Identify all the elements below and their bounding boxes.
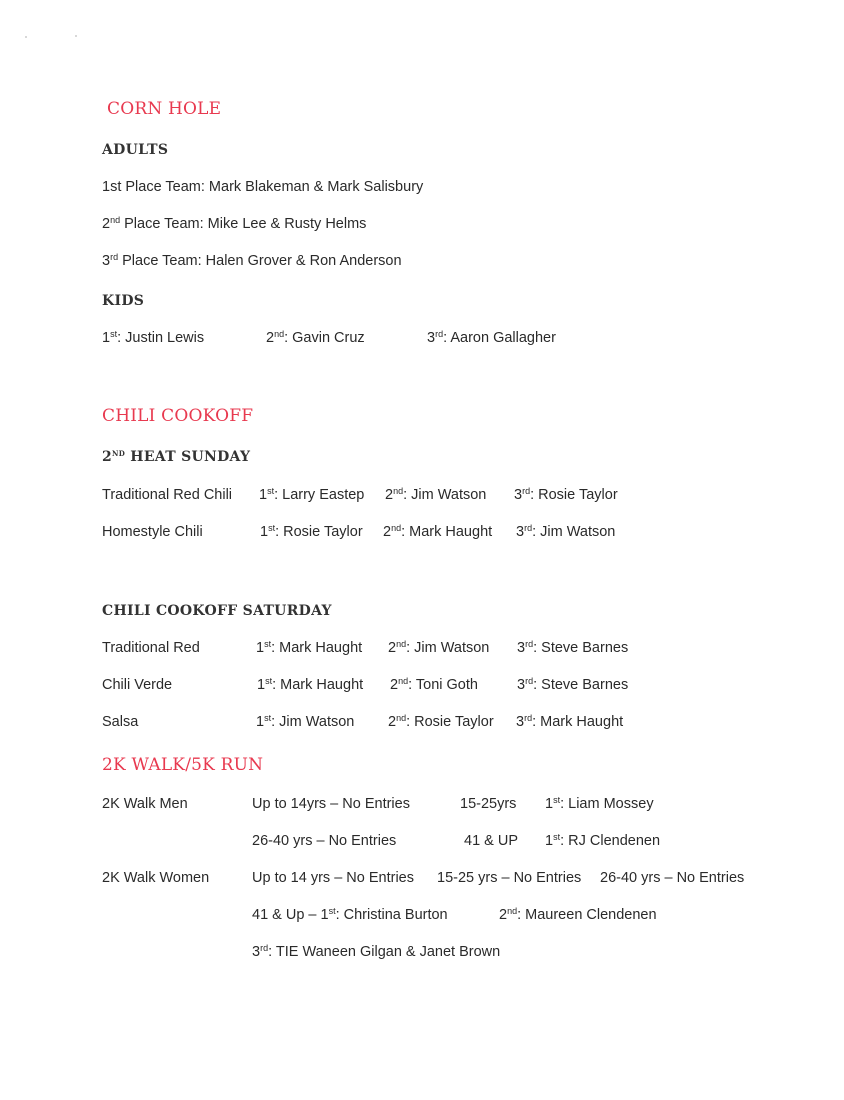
first-place xyxy=(260,524,363,540)
winner-name: : Liam Mossey xyxy=(560,796,654,812)
result-text: Place Team: Mark Blakeman & Mark Salisbury xyxy=(121,179,424,195)
ordinal-suffix: st xyxy=(110,329,118,339)
label-num: 2 xyxy=(102,449,113,465)
ordinal-suffix: nd xyxy=(398,676,409,686)
first-place xyxy=(259,487,364,503)
winner-name: : Jim Watson xyxy=(406,640,490,656)
place: 3 xyxy=(427,330,436,346)
ordinal-suffix: st xyxy=(268,523,276,533)
third-place xyxy=(517,640,628,656)
winner-name: : Jim Watson xyxy=(403,487,487,503)
place: 1 xyxy=(545,796,554,812)
winner-name: : Rosie Taylor xyxy=(530,487,618,503)
kids-result-3 xyxy=(427,330,556,346)
place: 2 xyxy=(102,216,111,232)
second-place xyxy=(390,677,478,693)
winner-name: : Jim Watson xyxy=(271,714,355,730)
place: 1 xyxy=(256,640,265,656)
ordinal-suffix: nd xyxy=(110,215,121,225)
place: 3 xyxy=(252,944,261,960)
section-title-chili-cookoff: CHILI COOKOFF xyxy=(102,406,254,426)
subheading-kids: KIDS xyxy=(102,293,145,309)
saturday-category: Salsa xyxy=(102,714,139,730)
age-group-place: 41 & Up – 1 xyxy=(252,907,329,923)
men-age-group: 41 & UP xyxy=(464,833,518,849)
women-age-group: 26-40 yrs – No Entries xyxy=(600,870,745,886)
adult-result-2 xyxy=(102,216,366,232)
place: 1 xyxy=(102,330,111,346)
place: 2 xyxy=(388,640,397,656)
winner-name: : Toni Goth xyxy=(408,677,478,693)
first-place xyxy=(545,796,654,812)
men-age-group: 26-40 yrs – No Entries xyxy=(252,833,397,849)
winner-name: : RJ Clendenen xyxy=(560,833,661,849)
ordinal-suffix: rd xyxy=(524,713,533,723)
subheading-adults: ADULTS xyxy=(102,142,169,158)
winner-name: : Steve Barnes xyxy=(533,640,629,656)
second-place xyxy=(499,907,657,923)
walk-women-label: 2K Walk Women xyxy=(102,870,210,886)
result-text: Place Team: Mike Lee & Rusty Helms xyxy=(120,216,367,232)
place: 1 xyxy=(259,487,268,503)
ordinal-suffix: st xyxy=(264,639,272,649)
ordinal-suffix: rd xyxy=(525,639,534,649)
winner-name: : Gavin Cruz xyxy=(284,330,365,346)
label-rest: HEAT SUNDAY xyxy=(125,449,251,465)
place: 2 xyxy=(390,677,399,693)
winner-name: : Jim Watson xyxy=(532,524,616,540)
winner-name: : TIE Waneen Gilgan & Janet Brown xyxy=(268,944,501,960)
winner-name: : Christina Burton xyxy=(335,907,448,923)
winner-name: : Aaron Gallagher xyxy=(443,330,556,346)
section-title-corn-hole: CORN HOLE xyxy=(107,99,222,119)
place: 1 xyxy=(256,714,265,730)
place: 3 xyxy=(517,640,526,656)
ordinal-suffix: rd xyxy=(260,943,269,953)
scan-speck xyxy=(25,36,27,38)
place: 2 xyxy=(266,330,275,346)
result-text: Place Team: Halen Grover & Ron Anderson xyxy=(118,253,402,269)
place: 2 xyxy=(499,907,508,923)
place: 1 xyxy=(257,677,266,693)
ordinal-suffix: nd xyxy=(396,713,407,723)
first-place xyxy=(257,677,363,693)
ordinal-suffix: st xyxy=(264,713,272,723)
place: 3 xyxy=(514,487,523,503)
section-title-walk-run: 2K WALK/5K RUN xyxy=(102,755,264,775)
ordinal-suffix: nd xyxy=(391,523,402,533)
second-place xyxy=(388,714,494,730)
ordinal-suffix: st xyxy=(267,486,275,496)
winner-name: : Mark Haught xyxy=(401,524,493,540)
saturday-category: Traditional Red xyxy=(102,640,200,656)
winner-name: : Larry Eastep xyxy=(274,487,365,503)
place: 3 xyxy=(516,714,525,730)
kids-result-1 xyxy=(102,330,204,346)
place: 1 xyxy=(260,524,269,540)
adult-result-3 xyxy=(102,253,402,269)
place: 3 xyxy=(517,677,526,693)
first-place xyxy=(256,714,354,730)
winner-name: : Maureen Clendenen xyxy=(517,907,657,923)
ordinal-suffix: rd xyxy=(435,329,444,339)
winner-name: : Steve Barnes xyxy=(533,677,629,693)
sunday-category: Homestyle Chili xyxy=(102,524,203,540)
winner-name: : Mark Haught xyxy=(532,714,624,730)
ordinal-suffix: st xyxy=(265,676,273,686)
adult-result-1 xyxy=(102,179,423,195)
women-age-group: 15-25 yrs – No Entries xyxy=(437,870,582,886)
winner-name: : Rosie Taylor xyxy=(406,714,494,730)
subheading-cookoff-saturday: CHILI COOKOFF SATURDAY xyxy=(102,603,332,619)
kids-result-2 xyxy=(266,330,365,346)
place: 2 xyxy=(385,487,394,503)
second-place xyxy=(388,640,489,656)
ordinal-suffix: st xyxy=(553,832,561,842)
third-place xyxy=(514,487,618,503)
walk-men-label: 2K Walk Men xyxy=(102,796,188,812)
place: 2 xyxy=(388,714,397,730)
third-place xyxy=(517,677,628,693)
ordinal-suffix: rd xyxy=(525,676,534,686)
men-age-group: Up to 14yrs – No Entries xyxy=(252,796,410,812)
ordinal-suffix: st xyxy=(328,906,336,916)
place: 3 xyxy=(102,253,111,269)
third-place xyxy=(516,714,623,730)
ordinal-suffix: nd xyxy=(274,329,285,339)
ordinal-suffix: rd xyxy=(524,523,533,533)
second-place xyxy=(385,487,486,503)
ordinal-suffix: ND xyxy=(112,449,126,458)
ordinal-suffix: nd xyxy=(396,639,407,649)
scan-speck xyxy=(75,35,77,37)
place: 3 xyxy=(516,524,525,540)
winner-name: : Mark Haught xyxy=(272,677,364,693)
place: 1st xyxy=(102,179,122,195)
third-place xyxy=(252,944,500,960)
winner-name: : Mark Haught xyxy=(271,640,363,656)
third-place xyxy=(516,524,615,540)
winner-name: : Rosie Taylor xyxy=(275,524,363,540)
subheading-heat-sunday xyxy=(102,449,250,465)
women-41-up-first xyxy=(252,907,448,923)
place: 1 xyxy=(545,833,554,849)
ordinal-suffix: st xyxy=(553,795,561,805)
ordinal-suffix: nd xyxy=(393,486,404,496)
sunday-category: Traditional Red Chili xyxy=(102,487,233,503)
first-place xyxy=(256,640,362,656)
ordinal-suffix: rd xyxy=(110,252,119,262)
women-age-group: Up to 14 yrs – No Entries xyxy=(252,870,414,886)
ordinal-suffix: nd xyxy=(507,906,518,916)
ordinal-suffix: rd xyxy=(522,486,531,496)
men-age-group: 15-25yrs xyxy=(460,796,517,812)
place: 2 xyxy=(383,524,392,540)
saturday-category: Chili Verde xyxy=(102,677,173,693)
winner-name: : Justin Lewis xyxy=(117,330,205,346)
first-place xyxy=(545,833,660,849)
second-place xyxy=(383,524,492,540)
